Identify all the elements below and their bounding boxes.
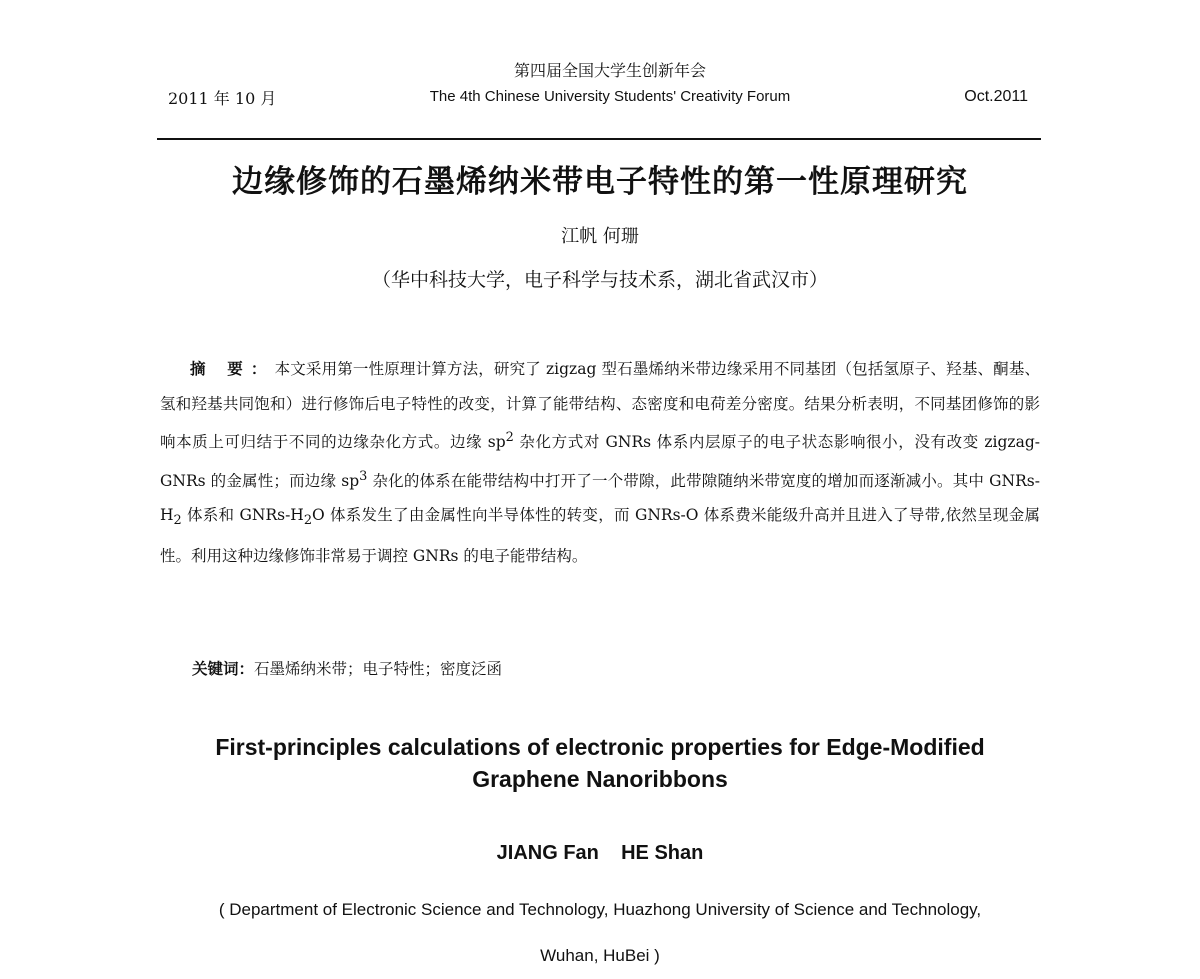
keywords-text: 石墨烯纳米带；电子特性；密度泛函 [254,660,503,678]
header-conference [400,60,820,108]
abstract-sup-2: 3 [359,468,368,484]
header-date-en: Oct.2011 [964,88,1028,105]
affiliation-en-line-2: Wuhan, HuBei ) [540,946,660,965]
abstract-text-2: 杂化方式对 GNRs 体系内层原子的电子状态影响很小，没有改变 zigzag-GNRs 的金属性；而边缘 sp [160,433,1040,490]
header-rule [157,138,1041,140]
abstract-text-5: O 体系发生了由金属性向半导体性的转变，而 GNRs-O 体系费米能级升高并且进入了导带,依然呈现金属性。利用这种边缘修饰非常易于调控 GNRs 的电子能带结构。 [160,506,1040,565]
title-en-line-1: First-principles calculations of electronic properties for Edge-Modified [215,734,985,760]
authors-en: JIANG Fan HE Shan [496,842,704,864]
keywords-cn [192,654,502,684]
affiliation-en-line-1: ( Department of Electronic Science and Technology, Huazhong University of Science and Technology, [218,900,982,919]
keywords-label: 关键词： [192,659,255,678]
abstract-text-1: 本文采用第一性原理计算方法，研究了 zigzag 型石墨烯纳米带边缘采用不同基团（包括氢原子、羟基、酮基、氢和羟基共同饱和）进行修饰后电子特性的改变，计算了能带结构、态密度和电荷差分密度。结果分析表明，不同基团修饰的影响本质上可归结于不同的边缘杂化方式。边缘 sp [160,360,1041,452]
title-en [0,731,1200,795]
affiliation-cn: （华中科技大学，电子科学与技术系，湖北省武汉市） [371,269,828,291]
header-conference-en: The 4th Chinese University Students' Creativity Forum [429,88,791,105]
title-en-line-2: Graphene Nanoribbons [472,766,728,792]
title-cn: 边缘修饰的石墨烯纳米带电子特性的第一性原理研究 [232,164,968,199]
abstract-sub-1: 2 [173,513,182,529]
abstract-text-4: 体系和 GNRs-H [181,506,304,525]
authors-cn: 江帆 何珊 [561,226,639,247]
abstract-sup-1: 2 [505,430,514,445]
abstract-cn [160,352,1040,573]
abstract-text-3: 杂化的体系在能带结构中打开了一个带隙，此带隙随纳米带宽度的增加而逐渐减小。其中 GNRs-H [160,471,1040,525]
abstract-label: 摘 要： [190,359,275,378]
affiliation-en [0,887,1200,979]
abstract-sub-2: 2 [303,513,313,529]
header-conference-cn: 第四届全国大学生创新年会 [513,61,706,80]
header-date-cn: 2011 年 10 月 [168,89,277,108]
